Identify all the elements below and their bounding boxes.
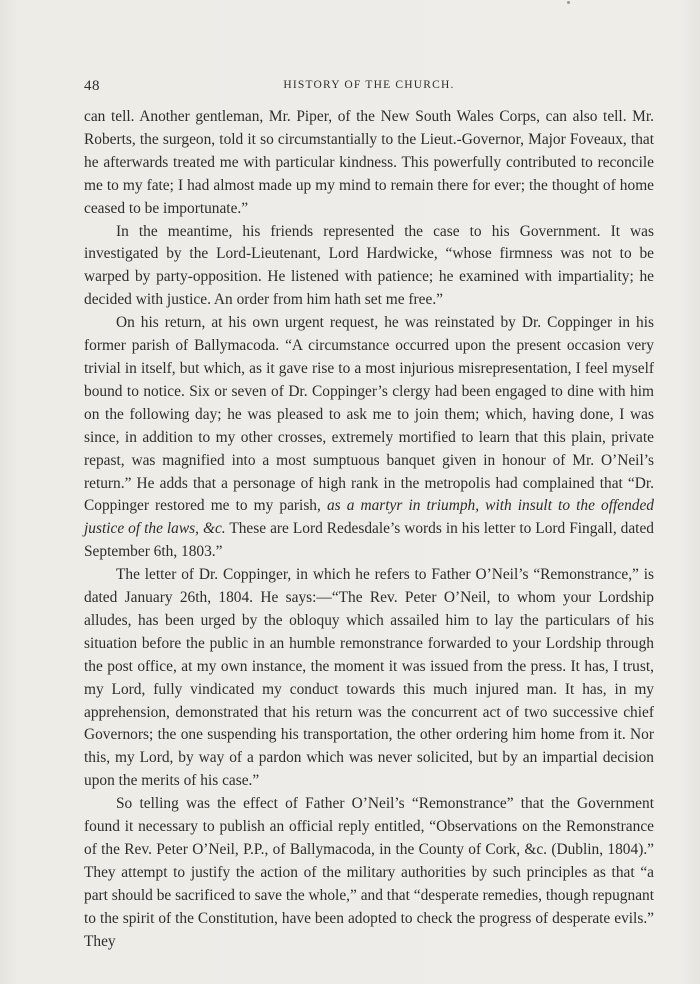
text-run: On his return, at his own urgent request, he was reinstated by Dr. Coppinger in his former parish of Ballymacoda. “A circumstance occurred upon the present occasion very trivial in itself, but which, as it gave rise to a most injurious misrepresentation, I feel myself bound to notice. Six or seven of Dr. Coppinger’s clergy had been engaged to dine with him on the following day; he was pleased to ask me to join them; which, having done, I was since, in addition to my other crosses, extremely mortified to learn that this plain, private repast, was magnified into a most sumptuous banquet given in honour of Mr. O’Neil’s return.” He adds that a personage of high rank in the metropolis had complained that “Dr. Coppinger restored me to my parish, bbox=[84, 314, 654, 515]
page-number: 48 bbox=[84, 78, 100, 94]
text-run: can tell. Another gentleman, Mr. Piper, of the New South Wales Corps, can also tell. Mr. Roberts, the surgeon, told it so circumstantially to the Lieut.-Governor, Major Foveaux, that he afterwards treated me with particular kindness. This powerfully contributed to reconcile me to my fate; I had almost made up my mind to remain there for ever; the thought of home ceased to be importunate.” bbox=[84, 108, 654, 217]
text-run: The letter of Dr. Coppinger, in which he refers to Father O’Neil’s “Remonstrance,” is dated January 26th, 1804. He says:—“The Rev. Peter O’Neil, to whom your Lordship alludes, has been urged by the obloquy which assailed him to lay the particulars of his situation before the public in an humble remonstrance forwarded to your Lordship through the post office, at my own instance, the moment it was issued from the press. It has, I trust, my Lord, fully vindicated my conduct towards this much injured man. It has, in my apprehension, demonstrated that his return was the concurrent act of two successive chief Governors; the one suspending his transportation, the other ordering him home from it. Nor this, my Lord, by way of a pardon which was never solicited, but by an impartial decision upon the merits of his case.” bbox=[84, 566, 654, 790]
paragraph bbox=[84, 793, 654, 953]
paragraph bbox=[84, 312, 654, 564]
paragraph bbox=[84, 221, 654, 313]
page-header bbox=[84, 78, 654, 98]
running-head: HISTORY OF THE CHURCH. bbox=[283, 79, 455, 91]
italic-quote: as a martyr in triumph, with insult to the offended justice of the laws, &c. bbox=[84, 497, 654, 538]
paragraph bbox=[84, 106, 654, 221]
text-run: In the meantime, his friends represented the case to his Government. It was investigated by the Lord-Lieutenant, Lord Hardwicke, “whose firmness was not to be warped by party-opposition. He listened with patience; he examined with impartiality; he decided with justice. An order from him hath set me free.” bbox=[84, 222, 654, 309]
body-text bbox=[84, 106, 654, 954]
paragraph bbox=[84, 564, 654, 793]
page-speck bbox=[567, 1, 570, 4]
text-run: These are Lord Redesdale’s words in his letter to Lord Fingall, dated September 6th, 1803.” bbox=[84, 520, 654, 561]
text-run: So telling was the effect of Father O’Neil’s “Remonstrance” that the Government found it necessary to publish an official reply entitled, “Observations on the Remonstrance of the Rev. Peter O’Neil, P.P., of Ballymacoda, in the County of Cork, &c. (Dublin, 1804).” They attempt to justify the action of the military authorities by such principles as that “a part should be sacrificed to save the whole,” and that “desperate remedies, though repugnant to the spirit of the Constitution, have been adopted to check the progress of desperate evils.” They bbox=[84, 795, 654, 950]
